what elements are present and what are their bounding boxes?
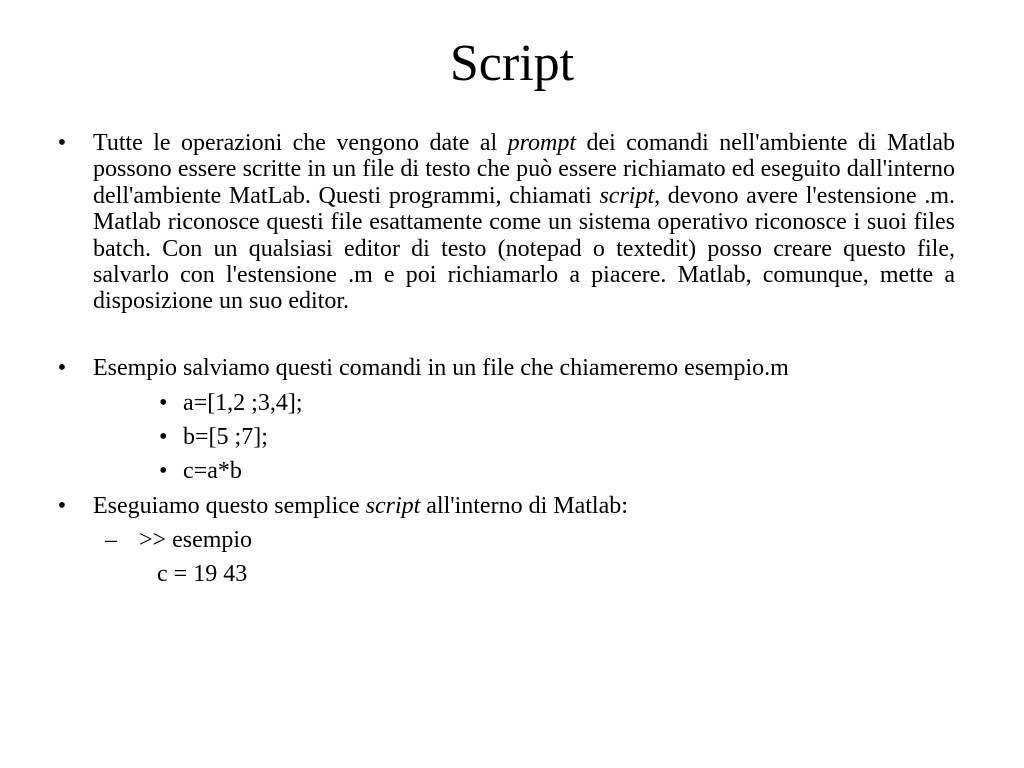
command-text: a=[1,2 ;3,4]; <box>183 390 303 416</box>
intro-text-start: Tutte le operazioni che vengono date al <box>93 130 508 156</box>
bullet-intro <box>57 130 955 315</box>
slide-title: Script <box>449 35 575 92</box>
command-text: c=a*b <box>183 458 242 484</box>
intro-paragraph <box>93 130 955 315</box>
run-command-text: >> esempio <box>139 527 253 553</box>
command-output: c = 19 43 <box>157 561 248 587</box>
dash-marker: – <box>105 527 117 553</box>
example-text: Esempio salviamo questi comandi in un file che chiameremo esempio.m <box>93 355 789 381</box>
sub-bullet-marker: • <box>159 390 168 416</box>
bullet-example <box>57 355 955 381</box>
script-term: script <box>365 493 421 519</box>
run-text-end: all'interno di Matlab: <box>420 493 628 519</box>
command-text: b=[5 ;7]; <box>183 424 268 450</box>
bullet-marker: • <box>57 493 67 519</box>
command-item <box>159 458 242 484</box>
bullet-marker: • <box>57 355 67 381</box>
bullet-run <box>57 493 955 519</box>
intro-text-middle: dei comandi nell'ambiente di Matlab possono essere scritte in un file di testo che può essere richiamato ed eseguito dall'interno dell'ambiente MatLab. Questi programmi, chiamati <box>93 130 955 209</box>
sub-bullet-marker: • <box>159 424 168 450</box>
bullet-marker: • <box>57 130 67 156</box>
run-text-start: Eseguiamo questo semplice <box>93 493 366 519</box>
command-item <box>159 390 303 416</box>
command-item <box>159 424 268 450</box>
prompt-term: prompt <box>507 130 577 156</box>
run-command-item <box>105 527 253 553</box>
sub-bullet-marker: • <box>159 458 168 484</box>
script-term: script <box>599 182 655 209</box>
intro-text-end: , devono avere l'estensione .m. Matlab riconosce questi file esattamente come un sistema operativo riconosce i suoi files batch. Con un qualsiasi editor di testo (notepad o textedit) posso creare questo file, salvarlo con l'estensione .m e poi richiamarlo a piacere. Matlab, comunque, mette a disposizione un suo editor. <box>93 182 955 315</box>
